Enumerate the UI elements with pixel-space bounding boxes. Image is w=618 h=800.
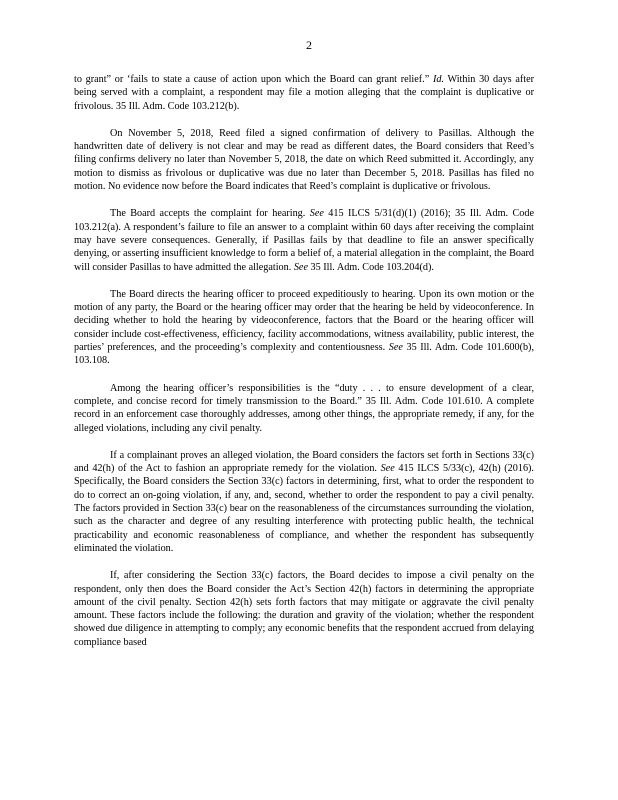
paragraph-text: 35 Ill. Adm. Code 101.600(b), 103.108. [74, 342, 534, 367]
document-body [74, 73, 534, 663]
paragraph [74, 288, 534, 368]
paragraph-text: 415 ILCS 5/31(d)(1) (2016); 35 Ill. Adm. Code 103.212(a). A respondent’s failure to file an answer to a complaint within 60 days after receiving the complaint may have severe consequences. Generally, if Pasillas fails by that deadline to file an answer specifically denying, or asserting insufficient knowledge to form a belief of, a material allegation in the complaint, the Board will consider Pasillas to have admitted the allegation. [74, 208, 535, 273]
paragraph [74, 569, 534, 649]
paragraph [74, 382, 534, 435]
citation-signal: See [388, 342, 403, 354]
citation-signal: See [380, 463, 395, 475]
paragraph-text: The Board directs the hearing officer to proceed expeditiously to hearing. Upon its own motion or the motion of any party, the Board or the hearing officer may order that the hearing be held by videoconference. In deciding whether to hold the hearing by videoconference, factors that the Board or the hearing officer will consider include cost-effectiveness, efficiency, facility accommodations, witness availability, public interest, the parties’ preferences, and the proceeding’s complexity and contentiousness. [74, 288, 534, 354]
paragraph [74, 207, 534, 273]
paragraph-text: Among the hearing officer’s responsibilities is the “duty . . . to ensure development of a clear, complete, and concise record for timely transmission to the Board.” 35 Ill. Adm. Code 101.610. A complete record in an enforcement case thoroughly addresses, among other things, the appropriate remedy, if any, for the alleged violations, including any civil penalty. [74, 382, 534, 434]
paragraph-text: Within 30 days after being served with a complaint, a respondent may file a motion alleging that the complaint is duplicative or frivolous. 35 Ill. Adm. Code 103.212(b). [74, 74, 534, 112]
paragraph [74, 127, 534, 193]
paragraph [74, 73, 534, 113]
paragraph-text: 415 ILCS 5/33(c), 42(h) (2016). Specifically, the Board considers the Section 33(c) factors in determining, first, what to order the respondent to do to correct an on-going violation, if any, and, second, whether to order the respondent to pay a civil penalty. The factors provided in Section 33(c) bear on the reasonableness of the circumstances surrounding the violation, such as the character and degree of any resulting interference with protecting public health, the technical practicability and economic reasonableness of compliance, and whether the respondent has subsequently eliminated the violation. [74, 463, 534, 554]
citation-signal: See [293, 261, 308, 273]
paragraph-text: The Board accepts the complaint for hearing. [110, 208, 310, 220]
paragraph-text: On November 5, 2018, Reed filed a signed confirmation of delivery to Pasillas. Although the handwritten date of delivery is not clear and may be read as different dates, the Board considers that Reed’s filing confirms delivery no later than November 5, 2018, the date on which Reed submitted it. Accordingly, any motion to dismiss as frivolous or duplicative was due no later than December 5, 2018. Pasillas has filed no motion. No evidence now before the Board indicates that Reed’s complaint is duplicative or frivolous. [74, 127, 534, 193]
paragraph-text: 35 Ill. Adm. Code 103.204(d). [307, 261, 434, 273]
page-number: 2 [306, 38, 312, 52]
paragraph-text: If a complainant proves an alleged violation, the Board considers the factors set forth in Sections 33(c) and 42(h) of the Act to fashion an appropriate remedy for the violation. [74, 449, 534, 475]
paragraph-text: If, after considering the Section 33(c) factors, the Board decides to impose a civil penalty on the respondent, only then does the Board consider the Act’s Section 42(h) factors in determining the appropriate amount of the civil penalty. Section 42(h) sets forth factors that may mitigate or aggravate the civil penalty amount. These factors include the following: the duration and gravity of the violation; whether the respondent showed due diligence in attempting to comply; any economic benefits that the respondent accrued from delaying compliance based [74, 570, 534, 648]
citation-signal: Id. [432, 74, 444, 85]
paragraph [74, 449, 534, 555]
paragraph-text: to grant” or ‘fails to state a cause of action upon which the Board can grant relief.” [74, 74, 433, 85]
citation-signal: See [309, 208, 324, 220]
